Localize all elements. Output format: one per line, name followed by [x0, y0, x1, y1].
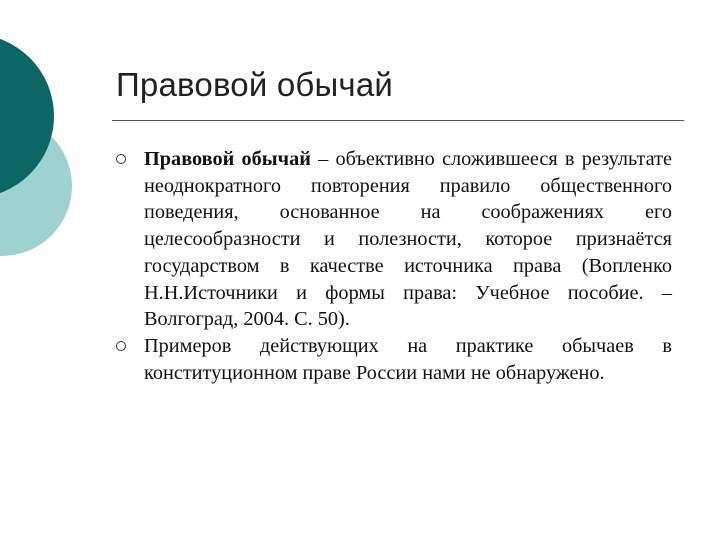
definition-text: – объективно сложившееся в результате неоднократного повторения правило общественного поведения, основанное на соображениях его целесообразности и полезности, которое признаётся государством в качестве источника права (Вопленко Н.Н.Источники и формы права: Учебное пособие. – Волгоград, 2004. С. 50).	[144, 148, 672, 331]
bullet-text	[144, 146, 672, 333]
bullet-text: Примеров действующих на практике обычаев в конституционном праве России нами не обнаружено.	[144, 334, 672, 384]
slide-title: Правовой обычай	[116, 66, 394, 103]
corner-decoration	[0, 0, 120, 300]
bullet-list	[112, 146, 672, 386]
bullet-item-definition	[112, 146, 672, 333]
defined-term: Правовой обычай	[144, 148, 311, 170]
bullet-item-examples	[112, 333, 672, 386]
title-divider	[112, 120, 684, 121]
hollow-circle-bullet-icon	[116, 341, 126, 351]
hollow-circle-bullet-icon	[116, 154, 126, 164]
